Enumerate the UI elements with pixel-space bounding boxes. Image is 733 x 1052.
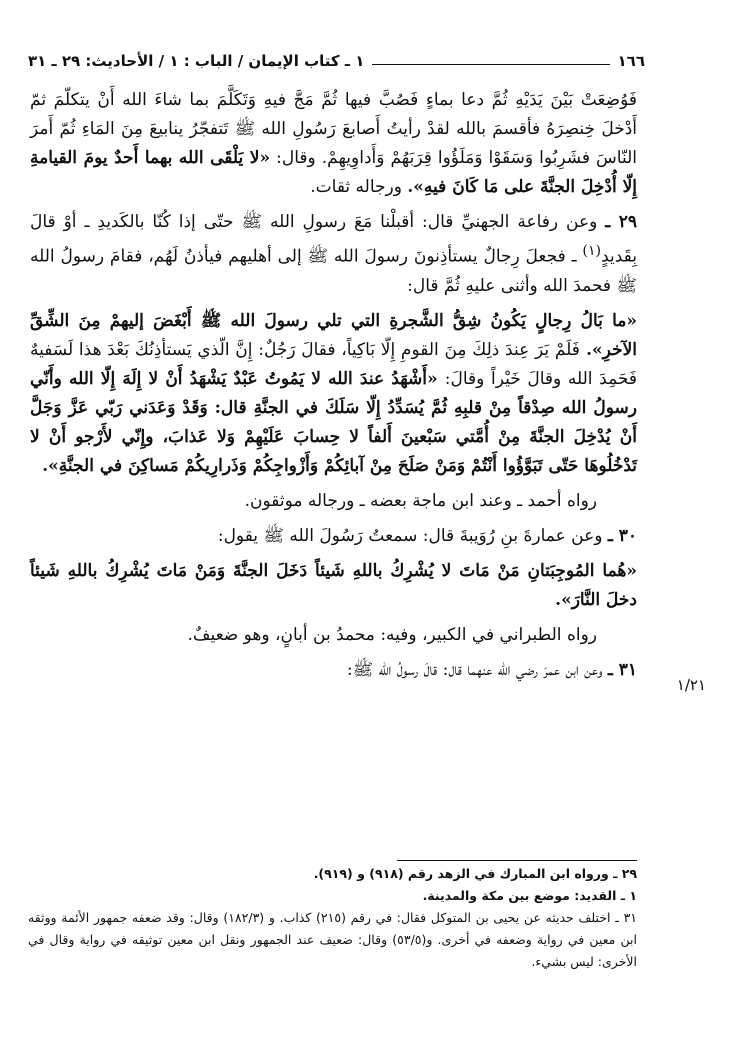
- footnote-31: ٣١ ـ اختلف حديثه عن يحيى بن المتوكل فقال: في رقم (٢١٥) كذاب. و (١٨٢/٣) وقال: وقد ضعفه جمهور الأئمة ووثقه ابن معين في رواية وضعفه في أخرى. و(٥٣/٥) وقال: ضعيف عند الجمهور ونقل ابن معين توثيقه في رواية وقال في الأخرى: ليس بشيء.: [28, 910, 637, 969]
- hadith-29-narration: رواه أحمد ـ وعند ابن ماجة بعضه ـ ورجاله موثقون.: [244, 490, 597, 511]
- hadith-30-quote: «هُما المُوجِبَتانِ مَنْ مَاتَ لا يُشْرِكُ باللهِ شَيئاً دَخَلَ الجنَّةَ وَمَنْ مَاتَ يُشْرِكُ باللهِ شَيئاً دخلَ النَّارَ».: [30, 560, 637, 610]
- hadith-29-text: فَلَمْ يَرَ عِندَ ذلِكَ مِنَ القومِ إِلّا بَاكِياً، فقالَ رَجُلٌ: إِنَّ الّذي يَستأذِنُكَ بَعْدَ هذا لَسَفيهٌ فَحَمِدَ الله وقالَ خَيْراً وقالَ:: [30, 339, 637, 389]
- hadith-29-intro: [30, 208, 637, 301]
- hadith-29-quote-1: «ما بَالُ رِجالٍ يَكُونُ شِقُّ الشَّجرةِ التي تلي رسولَ الله ﷺ أَبْغَضَ إليهمْ مِنَ الشِّقِّ الآخرِ».: [30, 310, 637, 360]
- hadith-29-number: ٢٩ ـ: [605, 212, 638, 232]
- footnote-marker: (١): [582, 243, 602, 259]
- hadith-29-quote-2: «أَشْهَدُ عندَ الله لا يَمُوتُ عَبْدٌ يَشْهَدُ أَنْ لا إِلَهَ إِلّا الله وأَنّي رسولُ الله صِدْقاً مِنْ قلبِهِ ثُمَّ يُسَدِّدُ إِلّا سَلَكَ في الجنَّةِ قال: وَقَدْ وَعَدَني رَبّي عَزَّ وَجَلَّ أَنْ يُدْخِلَ الجنَّةَ مِنْ أُمَّتي سَبْعينَ أَلفاً لا حِسابَ عَلَيْهِمْ وَلا عَذابَ، وإِنّي لأَرْجو أَنْ لا تَدْخُلُوهَا حَتّى تَبَوَّؤُوا أَنْتُمْ وَمَنْ صَلَحَ مِنْ آبائِكُمْ وَأَزْواجِكُمْ وَذَرارِيكُمْ مَساكِنَ في الجنَّةِ».: [30, 368, 637, 476]
- footnotes: [28, 860, 637, 973]
- hadith-31-intro-text: وعن ابن عمرَ رضي الله عنهما قال: قالَ رسولُ الله ﷺ:: [346, 659, 603, 680]
- continuation-paragraph: [30, 86, 637, 202]
- hadith-31-number: ٣١ ـ: [607, 659, 637, 680]
- footnote-rule: [397, 860, 637, 861]
- hadith-30-intro: [30, 522, 637, 551]
- main-text: [30, 86, 637, 691]
- footnote-1: ١ ـ القديد: موضع بين مكة والمدينة.: [422, 888, 637, 903]
- hadith-29-intro-text: وعن رفاعة الجهنيِّ قال: أقبلْنا مَعَ رسولِ الله ﷺ حتّى إذا كُنّا بالكَديدِ ـ أوْ قالَ بِقَديدٍ: [30, 212, 637, 267]
- running-title: ١ ـ كتاب الإيمان / الباب : ١ / الأحاديث: ٢٩ ـ ٣١: [28, 52, 365, 70]
- hadith-30-number: ٣٠ ـ: [607, 525, 637, 546]
- hadith-30-intro-text: وعن عمارةَ بنِ رُوَيبةَ قال: سمعتُ رَسُولَ الله ﷺ يقول:: [217, 525, 603, 546]
- hadith-29-intro-text-2: ـ فجعلَ رِجالٌ يستأذِنونَ رسولَ الله ﷺ إلى أهليهم فيأذنُ لَهُم، فقامَ رسولُ الله ﷺ فحمدَ الله وأثنى عليهِ ثُمَّ قال:: [30, 246, 637, 296]
- page-header: [28, 48, 645, 70]
- footnote-29: ٢٩ ـ ورواه ابن المبارك في الزهد رقم (٩١٨) و (٩١٩).: [313, 866, 637, 881]
- continuation-text: فَوُضِعَتْ بَيْنَ يَدَيْهِ ثُمَّ دعا بماءٍ فَصُبَّ فيها ثُمَّ مَجَّ فيهِ وَتَكَلَّمَ بما شاءَ الله أَنْ يتكلّمَ ثمّ أَدْخلَ خِنصِرَهُ فأقسمَ بالله لقدْ رأيتُ أَصابعَ رَسُولِ الله ﷺ تَتفجّرُ ينابيعَ مِنَ المَاءِ ثُمّ أَمرَ النّاسَ فشَرِبُوا وَسَقَوْا وَمَلَؤُوا قِرَبَهُمْ وَأَداوِيهِمْ. وقال:: [30, 90, 638, 168]
- hadith-31-intro: [30, 656, 637, 685]
- hadith-29-body: [30, 307, 637, 481]
- page-number: ١٦٦: [617, 52, 645, 70]
- continuation-grading: ورجاله ثقات.: [310, 177, 402, 197]
- margin-reference: ١/٢١: [676, 676, 706, 694]
- hadith-30-narration: رواه الطبراني في الكبير، وفيه: محمدُ بن أبانٍ، وهو ضعيفٌ.: [187, 624, 597, 645]
- header-rule: [372, 64, 609, 65]
- continuation-quote: «لا يَلْقَى الله بهما أَحدٌ يومَ القيامةِ إِلّا أُدْخِلَ الجنَّةَ على مَا كَانَ فيهِ».: [30, 148, 637, 197]
